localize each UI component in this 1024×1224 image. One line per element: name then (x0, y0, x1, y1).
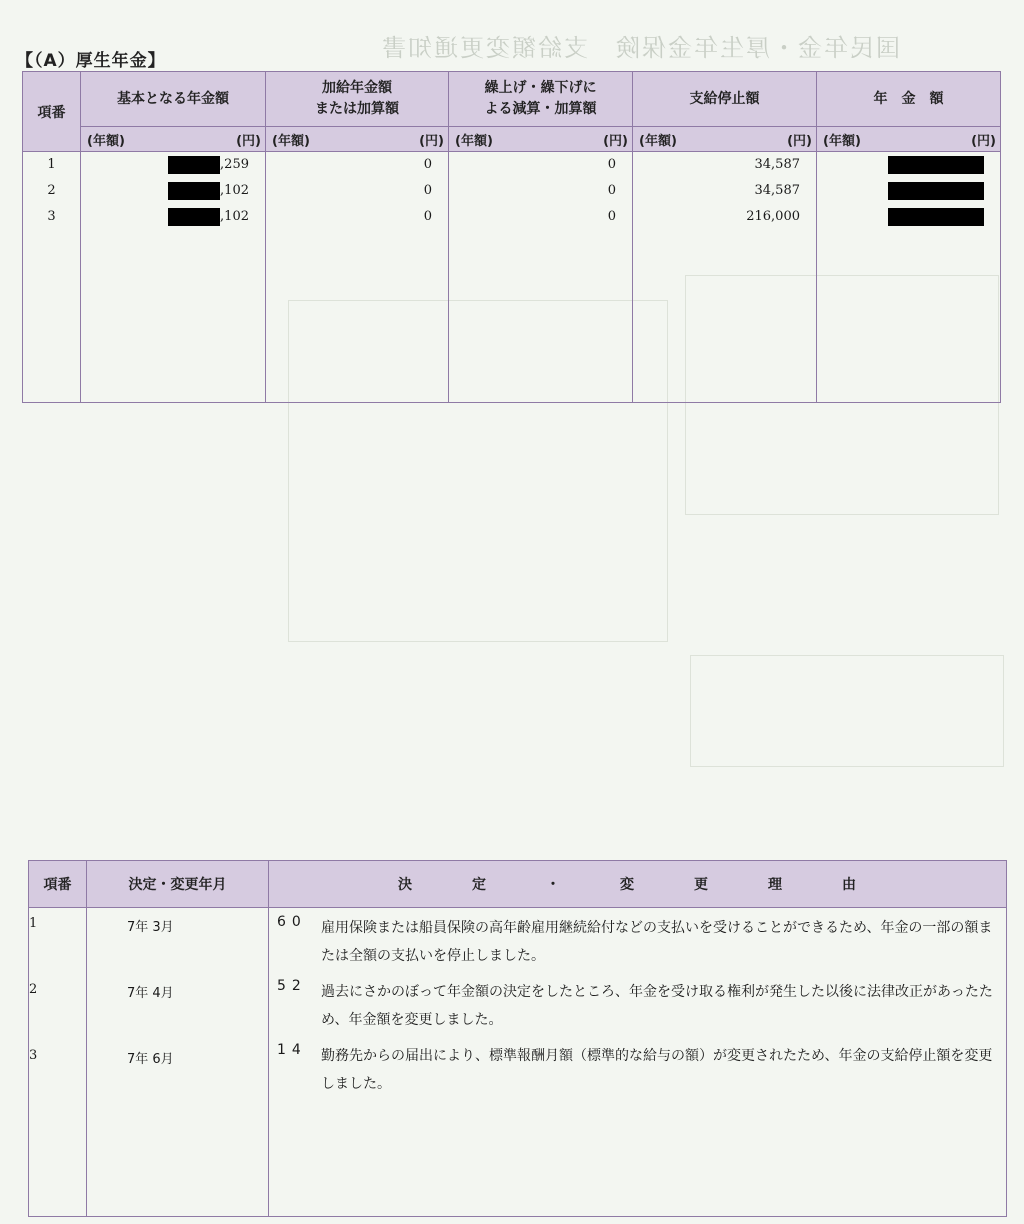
unit-pension: (年額) (円) (817, 127, 1001, 152)
add-amount: 0 (423, 183, 432, 198)
reason-text: 勤務先からの届出により、標準報酬月額（標準的な給与の額）が変更されたため、年金の支給停止額を変更しました。 (321, 1048, 993, 1092)
change-date: 7年 4月 (127, 986, 174, 1001)
unit-stop: (年額) (円) (633, 127, 817, 152)
base-amount: ,102 (81, 204, 265, 230)
redaction (888, 182, 984, 200)
header-add: 加給年金額 または加算額 (266, 72, 449, 127)
row-no: 1 (47, 157, 56, 172)
col-reason (269, 908, 1007, 1217)
change-reason-table (28, 860, 1007, 1217)
unit-base: (年額) (円) (81, 127, 266, 152)
unit-adjust: (年額) (円) (449, 127, 633, 152)
col-date (87, 908, 269, 1217)
base-amount: ,102 (81, 178, 265, 204)
col-stop (633, 152, 817, 403)
unit-add: (年額) (円) (266, 127, 449, 152)
stop-amount: 34,587 (754, 183, 800, 198)
header-pension: 年 金 額 (817, 72, 1001, 127)
reason-row (269, 1036, 1006, 1100)
stop-amount: 34,587 (754, 157, 800, 172)
reason-code: 52 (277, 978, 307, 994)
row-no: 1 (29, 916, 38, 931)
reason-row (269, 908, 1006, 972)
adjust-amount: 0 (607, 209, 616, 224)
reason-code: 14 (277, 1042, 307, 1058)
redaction (168, 208, 220, 226)
back-side-title: 国民年金・厚生年金保険 支給額変更通知書 (380, 34, 900, 62)
header-date: 決定・変更年月 (87, 861, 269, 908)
redaction (888, 208, 984, 226)
col-adjust (449, 152, 633, 403)
col-pension (817, 152, 1001, 403)
adjust-amount: 0 (607, 183, 616, 198)
add-amount: 0 (423, 157, 432, 172)
header-base: 基本となる年金額 (81, 72, 266, 127)
back-side-box (690, 655, 1004, 767)
redaction (168, 182, 220, 200)
adjust-amount: 0 (607, 157, 616, 172)
stop-amount: 216,000 (746, 209, 800, 224)
add-amount: 0 (423, 209, 432, 224)
pension-amount (817, 204, 1000, 230)
pension-amount (817, 178, 1000, 204)
section-a-title: 【（A）厚生年金】 (16, 51, 166, 71)
col-base (81, 152, 266, 403)
col-no (29, 908, 87, 1217)
header-no: 項番 (23, 72, 81, 152)
base-amount: ,259 (81, 152, 265, 178)
pension-amount-table (22, 71, 1001, 403)
row-no: 2 (47, 183, 56, 198)
reason-text: 過去にさかのぼって年金額の決定をしたところ、年金を受け取る権利が発生した以後に法律改正があったため、年金額を変更しました。 (321, 984, 993, 1028)
col-no (23, 152, 81, 403)
row-no: 3 (29, 1048, 38, 1063)
change-date: 7年 6月 (127, 1052, 174, 1067)
redaction (168, 156, 220, 174)
header-reason: 決定・変更理由 (269, 861, 1007, 908)
redaction (888, 156, 984, 174)
reason-text: 雇用保険または船員保険の高年齢雇用継続給付などの支払いを受けることができるため、年金の一部の額または全額の支払いを停止しました。 (321, 920, 993, 964)
row-no: 2 (29, 982, 38, 997)
row-no: 3 (47, 209, 56, 224)
header-no: 項番 (29, 861, 87, 908)
header-adjust: 繰上げ・繰下げに よる減算・加算額 (449, 72, 633, 127)
change-date: 7年 3月 (127, 920, 174, 935)
header-stop: 支給停止額 (633, 72, 817, 127)
reason-code: 60 (277, 914, 307, 930)
reason-row (269, 972, 1006, 1036)
pension-amount (817, 152, 1000, 178)
col-add (266, 152, 449, 403)
